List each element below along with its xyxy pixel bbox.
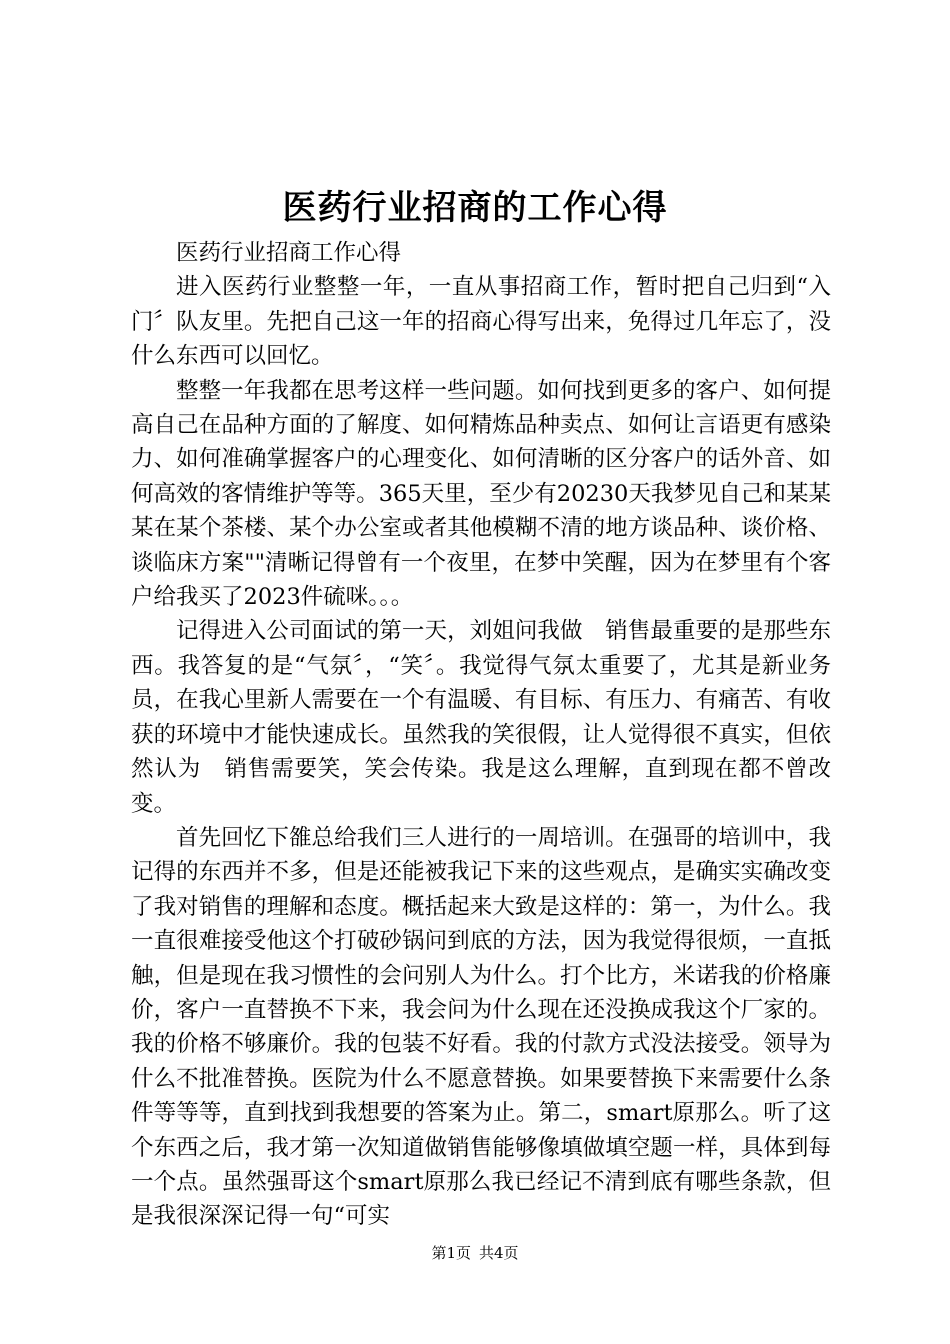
- document-title: 医药行业招商的工作心得: [282, 188, 668, 228]
- paragraph-intro: 进入医药行业整整一年，一直从事招商工作，暂时把自己归到“入门〞队友里。先把自己这一年的招商心得写出来，免得过几年忘了，没什么东西可以回忆。: [131, 274, 831, 370]
- page-number: 第1页: [431, 1244, 471, 1262]
- page-total: 共4页: [479, 1244, 519, 1262]
- paragraph-subtitle: 医药行业招商工作心得: [176, 240, 402, 266]
- paragraph-training: 首先回忆下雒总给我们三人进行的一周培训。在强哥的培训中，我记得的东西并不多，但是还能被我记下来的这些观点，是确实实确改变了我对销售的理解和态度。概括起来大致是这样的：第一，为什么。我一直很难接受他这个打破砂锅问到底的方法，因为我觉得很烦，一直抵触，但是现在我习惯性的会问别人为什么。打个比方，米诺我的价格廉价，客户一直替换不下来，我会问为什么现在还没换成我这个厂家的。我的价格不够廉价。我的包装不好看。我的付款方式没法接受。领导为什么不批准替换。医院为什么不愿意替换。如果要替换下来需要什么条件等等等，直到找到我想要的答案为止。第二，smart原那么。听了这个东西之后，我才第一次知道做销售能够像填做填空题一样，具体到每一个点。虽然强哥这个smart原那么我已经记不清到底有哪些条款，但是我很深深记得一句“可实: [131, 824, 831, 1230]
- paragraph-questions: 整整一年我都在思考这样一些问题。如何找到更多的客户、如何提高自己在品种方面的了解度、如何精炼品种卖点、如何让言语更有感染力、如何准确掌握客户的心理变化、如何清晰的区分客户的话外音、如何高效的客情维护等等。365天里，至少有20230天我梦见自己和某某某在某个茶楼、某个办公室或者其他模糊不清的地方谈品种、谈价格、谈临床方案""清晰记得曾有一个夜里，在梦中笑醒，因为在梦里有个客户给我买了2023件硫咪。。。: [131, 377, 831, 611]
- document-body: [131, 236, 831, 1234]
- paragraph-interview: 记得进入公司面试的第一天，刘姐问我做 销售最重要的是那些东西。我答复的是“气氛〞，“笑〞。我觉得气氛太重要了，尤其是新业务员，在我心里新人需要在一个有温暖、有目标、有压力、有痛苦、有收获的环境中才能快速成长。虽然我的笑很假，让人觉得很不真实，但依然认为 销售需要笑，笑会传染。我是这么理解，直到现在都不曾改变。: [131, 618, 831, 817]
- page-footer: [0, 1243, 950, 1263]
